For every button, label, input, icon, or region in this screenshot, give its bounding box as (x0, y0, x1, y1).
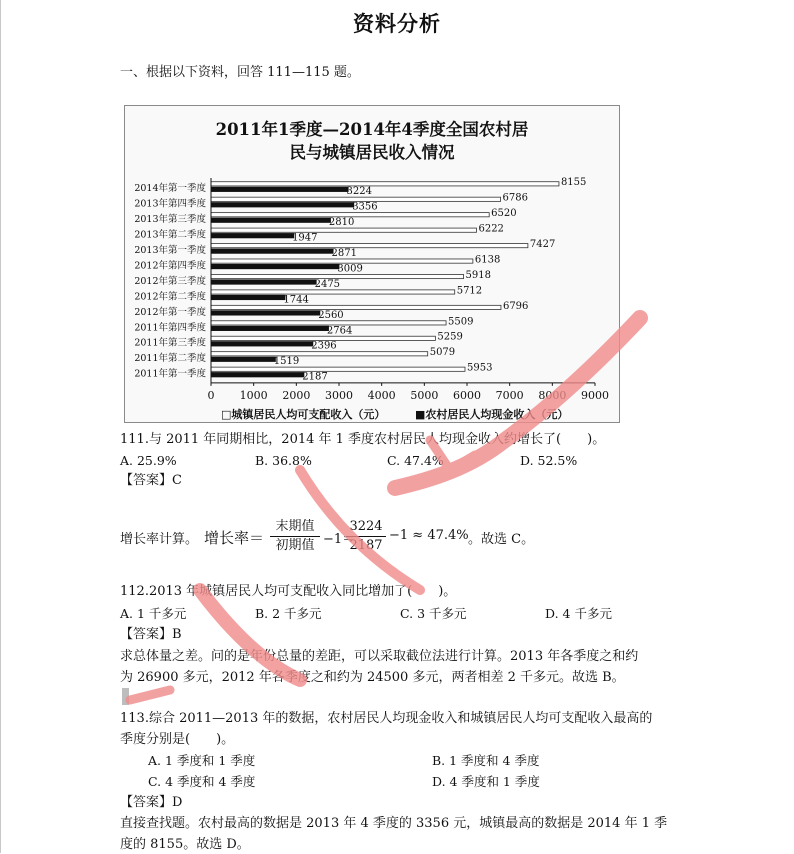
data-label-rural: 1744 (283, 294, 309, 306)
q113-option-c: C. 4 季度和 4 季度 (148, 774, 256, 789)
data-label-rural: 1519 (273, 356, 300, 368)
x-tick-label: 3000 (325, 388, 353, 402)
q111-option-c: C. 47.4% (387, 453, 444, 468)
q112-answer: 【答案】B (120, 627, 182, 642)
category-label: 2011年第四季度 (134, 322, 206, 334)
data-label-rural: 3356 (352, 201, 378, 213)
q112-explanation-line2: 为 26900 多元，2012 年各季度之和约为 24500 多元，两者相差 2 千多元。故选 B。 (120, 670, 625, 685)
data-label-urban: 5259 (437, 331, 463, 343)
data-label-rural: 2560 (318, 309, 344, 321)
q111-frac2-numerator: 3224 (346, 518, 386, 537)
x-tick-label: 4000 (367, 388, 396, 402)
data-label-urban: 6786 (502, 192, 528, 204)
data-label-urban: 6222 (478, 223, 504, 235)
data-label-rural: 2187 (302, 371, 328, 383)
category-label: 2011年第一季度 (134, 368, 206, 380)
x-tick-label: 2000 (282, 388, 311, 402)
bar-rural (211, 218, 331, 223)
data-label-rural: 2871 (331, 248, 357, 260)
chart-title-line1: 2011年1季度—2014年4季度全国农村居 (215, 120, 529, 139)
q111-option-b: B. 36.8% (255, 453, 312, 468)
data-label-rural: 2810 (328, 217, 355, 229)
q113-answer: 【答案】D (120, 795, 183, 810)
data-label-rural: 2764 (326, 325, 353, 337)
bar-urban (211, 228, 476, 232)
chart-title-line2: 民与城镇居民收入情况 (289, 143, 455, 162)
q111-formula-label: 增长率＝ (204, 529, 265, 547)
data-label-urban: 8155 (560, 177, 587, 189)
q112-option-b: B. 2 千多元 (255, 606, 322, 621)
data-label-urban: 6796 (502, 300, 529, 312)
bar-rural (211, 295, 285, 300)
q113-option-a: A. 1 季度和 1 季度 (148, 753, 256, 768)
data-label-urban: 5079 (429, 347, 456, 359)
data-label-urban: 6138 (474, 254, 501, 266)
data-label-urban: 5953 (466, 362, 493, 374)
q111-fraction-end-start (270, 518, 320, 555)
category-label: 2013年第四季度 (134, 198, 206, 210)
bar-rural (211, 357, 276, 362)
cursor-marker (122, 688, 129, 705)
bar-urban (211, 182, 559, 186)
q113-explanation-line2: 度的 8155。故选 D。 (120, 837, 250, 852)
data-label-urban: 6520 (491, 208, 517, 220)
category-label: 2012年第四季度 (134, 260, 206, 272)
category-label: 2011年第二季度 (134, 353, 206, 365)
bar-rural (211, 187, 349, 192)
q112-explanation-line1: 求总体量之差。问的是年份总量的差距，可以采取截位法进行计算。2013 年各季度之和约 (120, 649, 639, 664)
q111-frac1-numerator: 末期值 (270, 518, 320, 537)
bar-rural (211, 326, 329, 331)
question-111: 111.与 2011 年同期相比，2014 年 1 季度农村居民人均现金收入约增长了( )。 (120, 432, 606, 447)
q113-explanation-line1: 直接查找题。农村最高的数据是 2013 年 4 季度的 3356 元，城镇最高的数据是 2014 年 1 季 (120, 816, 668, 831)
data-label-rural: 1947 (292, 232, 318, 244)
x-tick-label: 7000 (495, 388, 524, 402)
data-label-rural: 2396 (311, 340, 337, 352)
category-label: 2013年第二季度 (134, 229, 206, 241)
q111-minus-one: −1＝ (323, 532, 356, 547)
q111-explain-prefix: 增长率计算。 (120, 532, 199, 547)
q111-frac1-denominator: 初期值 (275, 538, 315, 553)
bar-rural (211, 372, 304, 377)
data-label-rural: 3224 (346, 186, 373, 198)
category-label: 2012年第三季度 (134, 275, 206, 287)
q111-explain-suffix: 。故选 C。 (468, 532, 535, 547)
bar-urban (211, 290, 455, 294)
data-label-urban: 5712 (456, 285, 483, 297)
data-label-urban: 5509 (448, 316, 474, 328)
category-label: 2013年第一季度 (134, 245, 206, 257)
category-label: 2012年第一季度 (134, 306, 206, 318)
bar-urban (211, 352, 428, 356)
bar-rural (211, 202, 354, 207)
income-bar-chart (124, 105, 620, 423)
bar-urban (211, 367, 465, 371)
question-112: 112.2013 年城镇居民人均可支配收入同比增加了( )。 (120, 584, 457, 599)
x-tick-label: 6000 (453, 388, 481, 402)
x-tick-label: 5000 (410, 388, 439, 402)
category-label: 2013年第三季度 (134, 214, 206, 226)
category-label: 2014年第一季度 (134, 183, 206, 195)
q111-frac2-denominator: 2187 (349, 538, 383, 553)
bar-rural (211, 264, 339, 269)
q112-option-a: A. 1 千多元 (120, 606, 187, 621)
q111-result: −1 ≈ 47.4% (389, 528, 469, 543)
data-label-rural: 3009 (337, 263, 363, 275)
bar-rural (211, 310, 320, 315)
q111-option-d: D. 52.5% (520, 453, 578, 468)
section-intro: 一、根据以下资料，回答 111—115 题。 (120, 65, 360, 80)
x-tick-label: 1000 (239, 388, 268, 402)
bar-rural (211, 341, 313, 346)
chart-canvas (125, 106, 619, 422)
page-left-border (0, 0, 1, 853)
bar-rural (211, 249, 333, 254)
page-title: 资料分析 (353, 12, 441, 36)
data-label-rural: 2475 (314, 278, 341, 290)
category-label: 2011年第三季度 (134, 337, 206, 349)
q111-option-a: A. 25.9% (120, 453, 177, 468)
q111-fraction-values (346, 518, 386, 555)
question-113-line1: 113.综合 2011—2013 年的数据，农村居民人均现金收入和城镇居民人均可支配收入最高的 (120, 711, 653, 726)
bar-urban (211, 305, 501, 309)
data-label-urban: 5918 (465, 269, 491, 281)
x-tick-label: 0 (207, 388, 215, 402)
category-label: 2012年第二季度 (134, 291, 206, 303)
q112-option-d: D. 4 千多元 (545, 606, 612, 621)
q111-answer: 【答案】C (120, 473, 182, 488)
x-tick-label: 9000 (581, 388, 609, 402)
legend-urban: □城镇居民人均可支配收入（元） (221, 407, 386, 421)
x-tick-label: 8000 (538, 388, 567, 402)
bar-urban (211, 244, 528, 248)
q113-option-b: B. 1 季度和 4 季度 (432, 753, 540, 768)
bar-rural (211, 279, 317, 284)
question-113-line2: 季度分别是( )。 (120, 732, 235, 747)
legend-rural: ■农村居民人均现金收入（元） (415, 407, 569, 421)
data-label-urban: 7427 (529, 239, 556, 251)
bar-rural (211, 233, 294, 238)
q112-option-c: C. 3 千多元 (400, 606, 467, 621)
q113-option-d: D. 4 季度和 1 季度 (432, 774, 540, 789)
